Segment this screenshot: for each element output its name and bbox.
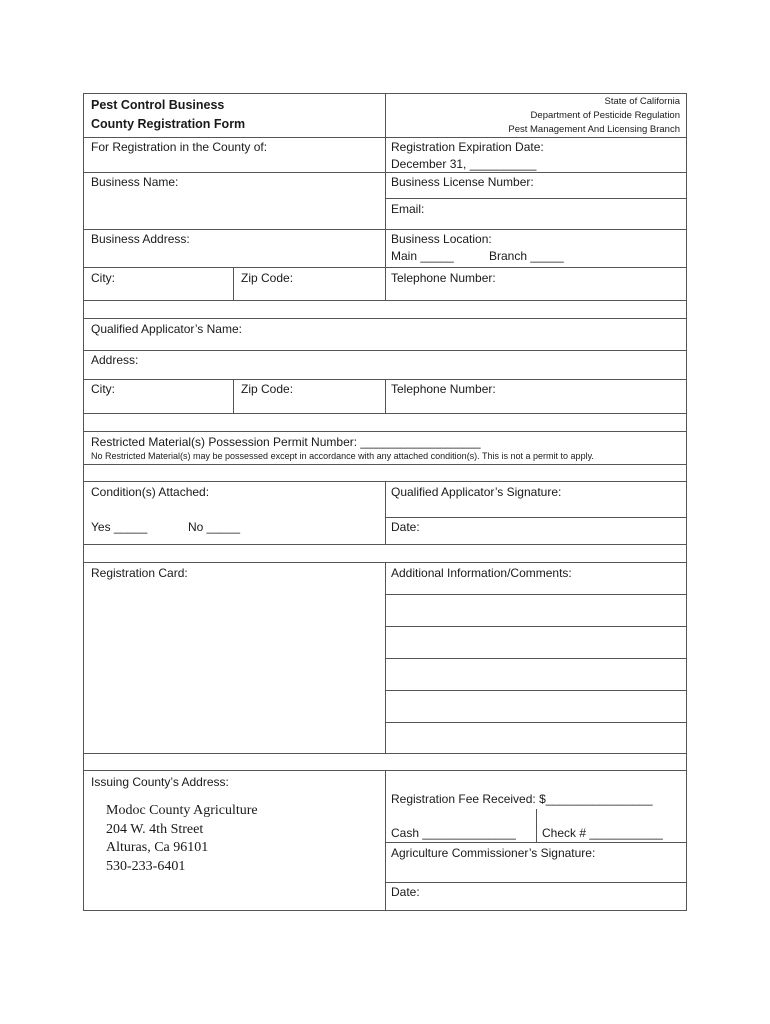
divider <box>386 517 686 518</box>
divider <box>385 379 386 413</box>
divider <box>233 267 234 300</box>
issuing-address-line: Modoc County Agriculture <box>106 803 258 818</box>
issuing-address-label: Issuing County’s Address: <box>91 775 229 789</box>
divider <box>386 882 686 883</box>
divider <box>84 350 686 351</box>
location-branch: Branch _____ <box>489 249 564 263</box>
divider <box>386 172 686 173</box>
registration-card-label: Registration Card: <box>91 566 188 580</box>
divider <box>84 413 686 414</box>
divider <box>84 753 686 754</box>
check-number-label: Check # ___________ <box>542 826 663 840</box>
divider <box>84 137 386 138</box>
divider <box>84 267 386 268</box>
divider <box>84 544 686 545</box>
divider <box>386 267 686 268</box>
issuing-address-line: 530-233-6401 <box>106 859 186 874</box>
business-zip-label: Zip Code: <box>241 271 294 285</box>
business-city-label: City: <box>91 271 115 285</box>
comments-label: Additional Information/Comments: <box>391 566 572 580</box>
expiration-label: Registration Expiration Date: <box>391 140 544 154</box>
conditions-date-label: Date: <box>391 520 420 534</box>
business-location-label: Business Location: <box>391 232 492 246</box>
form-subtitle: County Registration Form <box>91 117 246 131</box>
comment-line <box>386 690 686 691</box>
divider <box>386 842 686 843</box>
agency-department: Department of Pesticide Regulation <box>530 110 680 121</box>
divider <box>536 809 537 842</box>
expiration-value: December 31, __________ <box>391 157 537 171</box>
comment-line <box>386 594 686 595</box>
agency-state: State of California <box>604 96 680 107</box>
permit-number-label: Restricted Material(s) Possession Permit Number: __________________ <box>91 435 481 449</box>
applicator-telephone-label: Telephone Number: <box>391 382 496 396</box>
business-address-label: Business Address: <box>91 232 190 246</box>
comment-line <box>386 658 686 659</box>
conditions-yes: Yes _____ <box>91 520 148 534</box>
form-title: Pest Control Business <box>91 98 225 112</box>
applicator-zip-label: Zip Code: <box>241 382 294 396</box>
agency-branch: Pest Management And Licensing Branch <box>508 124 680 135</box>
applicator-city-label: City: <box>91 382 115 396</box>
divider <box>233 379 234 413</box>
location-main: Main _____ <box>391 249 454 263</box>
commissioner-signature-label: Agriculture Commissioner’s Signature: <box>391 846 596 860</box>
business-name-label: Business Name: <box>91 175 179 189</box>
applicator-address-label: Address: <box>91 353 139 367</box>
issuing-address-line: 204 W. 4th Street <box>106 822 204 837</box>
divider <box>84 300 686 301</box>
divider <box>84 464 686 465</box>
fee-received-label: Registration Fee Received: $________________ <box>391 792 653 806</box>
registration-county-label: For Registration in the County of: <box>91 140 268 154</box>
comment-line <box>386 626 686 627</box>
issuing-date-label: Date: <box>391 885 420 899</box>
divider <box>84 172 386 173</box>
divider <box>84 318 686 319</box>
divider <box>84 229 386 230</box>
registration-form <box>83 93 687 911</box>
divider <box>84 431 686 432</box>
business-telephone-label: Telephone Number: <box>391 271 496 285</box>
divider <box>385 94 386 300</box>
cash-label: Cash ______________ <box>391 826 516 840</box>
conditions-no: No _____ <box>188 520 241 534</box>
divider <box>385 770 386 910</box>
license-number-label: Business License Number: <box>391 175 534 189</box>
restricted-notice: No Restricted Material(s) may be possessed except in accordance with any attached condition(s). This is not a permit to apply. <box>91 451 594 461</box>
comment-line <box>386 722 686 723</box>
divider <box>386 137 686 138</box>
divider <box>385 481 386 544</box>
divider <box>385 562 386 753</box>
applicator-name-label: Qualified Applicator’s Name: <box>91 322 242 336</box>
divider <box>386 229 686 230</box>
issuing-address-line: Alturas, Ca 96101 <box>106 840 209 855</box>
applicator-signature-label: Qualified Applicator’s Signature: <box>391 485 562 499</box>
conditions-label: Condition(s) Attached: <box>91 485 210 499</box>
divider <box>386 198 686 199</box>
email-label: Email: <box>391 202 425 216</box>
